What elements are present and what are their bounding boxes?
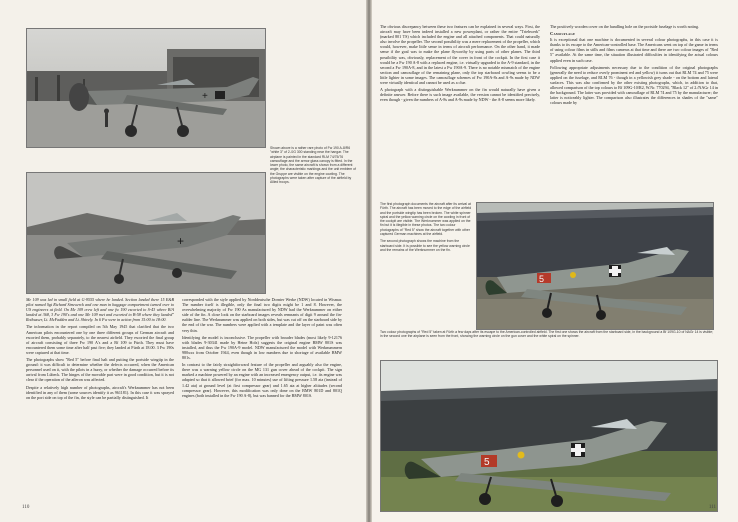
photo-fw190-hangar [26, 28, 266, 148]
section-heading-camouflage: Camouflage [550, 31, 576, 37]
paragraph: The information in the report compiled on 5th May 1945 that clarified that the two American pilots encountered one by one three different groups of German aircraft and escorted them, probably separately, to the nearest airfield. They escorted the final group of aircraft consisting of three Fw 190 A's and a Bf 109 to Fürth. They must have encountered them some time after half past five; they landed at Fürth at 18.00. 3 Fw 190s were captured at that time. [26, 324, 174, 355]
left-page [0, 0, 366, 522]
right-page [372, 0, 738, 522]
svg-text:5: 5 [484, 457, 490, 468]
photo-fw190-field [26, 172, 266, 294]
right-page-column-1 [380, 24, 540, 104]
paragraph: Identifying the model is inconclusive. The propeller with broader blades (most likely 9-12176 with blades 9-30341 made by Heine Holz) suggests the original engine BMW 801S was installed, and thus the Fw 190A-9 model. NDW manufactured the model with Werknummern 980xxx from October 1944, even though in low numbers due to shortage of available BMW 801s. [182, 334, 342, 361]
svg-text:+: + [177, 234, 185, 248]
paragraph: The photographs show "Red 5" before final halt and putting the portside wingtip in the ground: it was difficult to determine whether the defects occurred, when the American personnel used on it, with the pilots in a hurry, or whether the damage occurred before its arrival from Lübeck. The hinges of the movable part were in good condition, but it is not clear if the operation of the aileron was affected. [26, 357, 174, 383]
left-page-column-1 [26, 297, 174, 402]
paragraph: In contrast to the fairly straightforward feature of the propeller and arguably also the engine, there was a warning yellow circle on the MG 131 gun cover ahead of the cockpit. The sign marked a machine powered by an engine with an increased emergency output, i.e. its engine was adapted so that it allowed brief (for max. 10 minutes) use of lifting pressure 1.58 ata (instead of 1.42 ata) at ground level (at first compressor gear) and 1.65 ata at higher altitudes (second compressor gear). However, this modification was only done on the BMW 801D and 801Q engines (both installed in the Fw 190 A-8), but was banned for the BMW 801S. [182, 362, 342, 398]
bottom-photo-caption: Two colour photographs of "Red 5" taken at Fürth a few days after its escape to the American-controlled airfield. The first one shows the aircraft from the starboard side, in the background a Bf 109G-10 of NAGr 14 is visible; in the second one the airplane is seen from the front, showing the warning circle on the gun cover and the white spiral on the spinner. [380, 330, 714, 339]
page-number-right: 111 [708, 505, 716, 510]
paragraph: The obvious discrepancy between these two features can be explained in several ways. First, the aircraft may have been indeed installed a new powerplant, or rather the entire "Triebwerk" (marked 801 TS) which included the engine and all attached components. That could naturally also involve the propeller. The second possibility was a mere replacement of the propeller, which would, however, make little sense in terms of aircraft performance. On the other hand, it made sense if the goal was to make the plane flyworthy by using parts of other planes. The third possibility was, obviously, replacement of the cover in front of the cockpit. In the first case it would be a Fw 190 A-8 with a replaced engine, i.e. virtually upgraded to the A-9 standard, in the second a Fw 190A-8, and in the latest a Fw 190A-9. There is no notable mismatch of the engine section and camouflage of the remaining plane, only the top starboard cowling seems to be a little lighter in some images. The camouflage schemes of Fw 190A-8s and A-9s made by NDW were virtually identical and cannot be used as a clue. [380, 24, 540, 86]
photo-colour-red5-hangar [476, 202, 714, 330]
right-page-column-2 [550, 24, 718, 107]
svg-text:+: + [202, 91, 208, 102]
paragraph: The positively wooden cover on the handling hole on the portside fuselage is worth noting. [550, 24, 700, 29]
paragraph: Me 109 was led in small field at G-9555 where he landed. Section landed there 15 E&B pilot named Sgt Richard Struwerck and one man in baggage compartment turned over to US engineers at field. On Me 109 crew left and one fw 190 escorted to S-43 where B/A landed at 368, 3 Fw 190's and one Me 109 met and escorted to B-58 where they landed" Rotbusser, Lt. McFadden and Lt. Shively. In 6 Fw were in action from 15:00 to 18:00. [26, 297, 174, 323]
svg-text:5: 5 [539, 274, 545, 284]
photo-colour-red5-field [380, 360, 718, 512]
middle-photo-caption [380, 202, 472, 252]
caption-text: The first photograph documents the aircraft after its arrival at Fürth. The aircraft has been moved to the edge of the airfield and the portside wingtip has been broken. The white spinner spiral and the yellow warning circle on the cowling in front of the cockpit are visible. The Werknummer was applied on the fin but it is illegible in these photos. The two colour photographs of "Red 5" show the aircraft together with other captured German machines at the airfield. [380, 202, 472, 237]
paragraph: Following appropriate adjustments necessary due to the condition of the original photographs (generally the need to reduce overly prominent red and yellow) it turns out that RLM 74 and 75 were applied on the fuselage, and RLM 76 - though in a yellowish grey shade - on the bottom and lateral surfaces. This was also confirmed by the other existing photographs, which, in addition to that, allowed comparison of the top colours to Bf 109G-10/R2, W.Nr. 770294, "Black 12" of 2./NAGr 14 in the background. The latter was provided with camouflage of RLM 74 and 75 by the manufacturer; the latter is noticeably lighter. The comparison also illustrates the differences in shades of the "same" colours made by [550, 64, 718, 106]
left-page-column-2 [182, 297, 342, 400]
paragraph: A photograph with a distinguishable Werknummer on the fin would naturally have given a definite answer. Before there is such image available, the version cannot be identified precisely, even though - given the numbers of A-8s and A-9s made by NDW - the A-8 seems more likely. [380, 87, 540, 103]
caption-text: The second photograph shows the machine from the starboard side. It is possible to see the yellow warning circle and the remains of the Werknummer on the fin. [380, 239, 470, 252]
paragraph: Despite a relatively high number of photographs, aircraft's Werknummer has not been identified in any of them (some sources identify it as 961181). In this case it was sprayed on the port side on top of the fin, the style can be partially distinguished. It [26, 384, 174, 400]
paragraph: corresponded with the style applied by Norddeutsche Dornier Werke (NDW) located in Wismar. The number itself is illegible, only the final two digits might be 1 and 8. However, the overwhelming majority of Fw 190 As manufactured by NDW had the Werknummer on either side of the fin. A close look on the starboard images reveals remnants of digit 9 around the fin-rudder line. The Werknummer was applied on both sides, but was cut off on the starboard side by the end of the war. The numbers were applied with a template and the layer of paint was often very thin. [182, 297, 342, 333]
paragraph: It is exceptional that one machine is documented in several colour photographs, in this case it is thanks to its escape to the American-controlled base. The Americans went on top of the game in terms of using colour films in stills and films cameras at that time and there are two colour images of "Red 5" available. At the same time, the situation illustrated difficulties in identifying the actual colours applied even in such case. [550, 37, 718, 63]
page-number-left: 110 [22, 505, 30, 510]
top-photo-caption: Shown above is a rather rare photo of Fw 190 A-8/R6 "white 3" of 2./JG 300 standing near the hangar. The airplane is painted in the standard RLM 74/75/76 camouflage and the armor glass canopy is fitted. In the lower photo, the same aircraft is shown from a different angle; the characteristic markings and the unit emblem of the Gruppe are visible on the engine cowling. The photographs were taken after capture of the airfield by Allied troops. [270, 146, 356, 185]
